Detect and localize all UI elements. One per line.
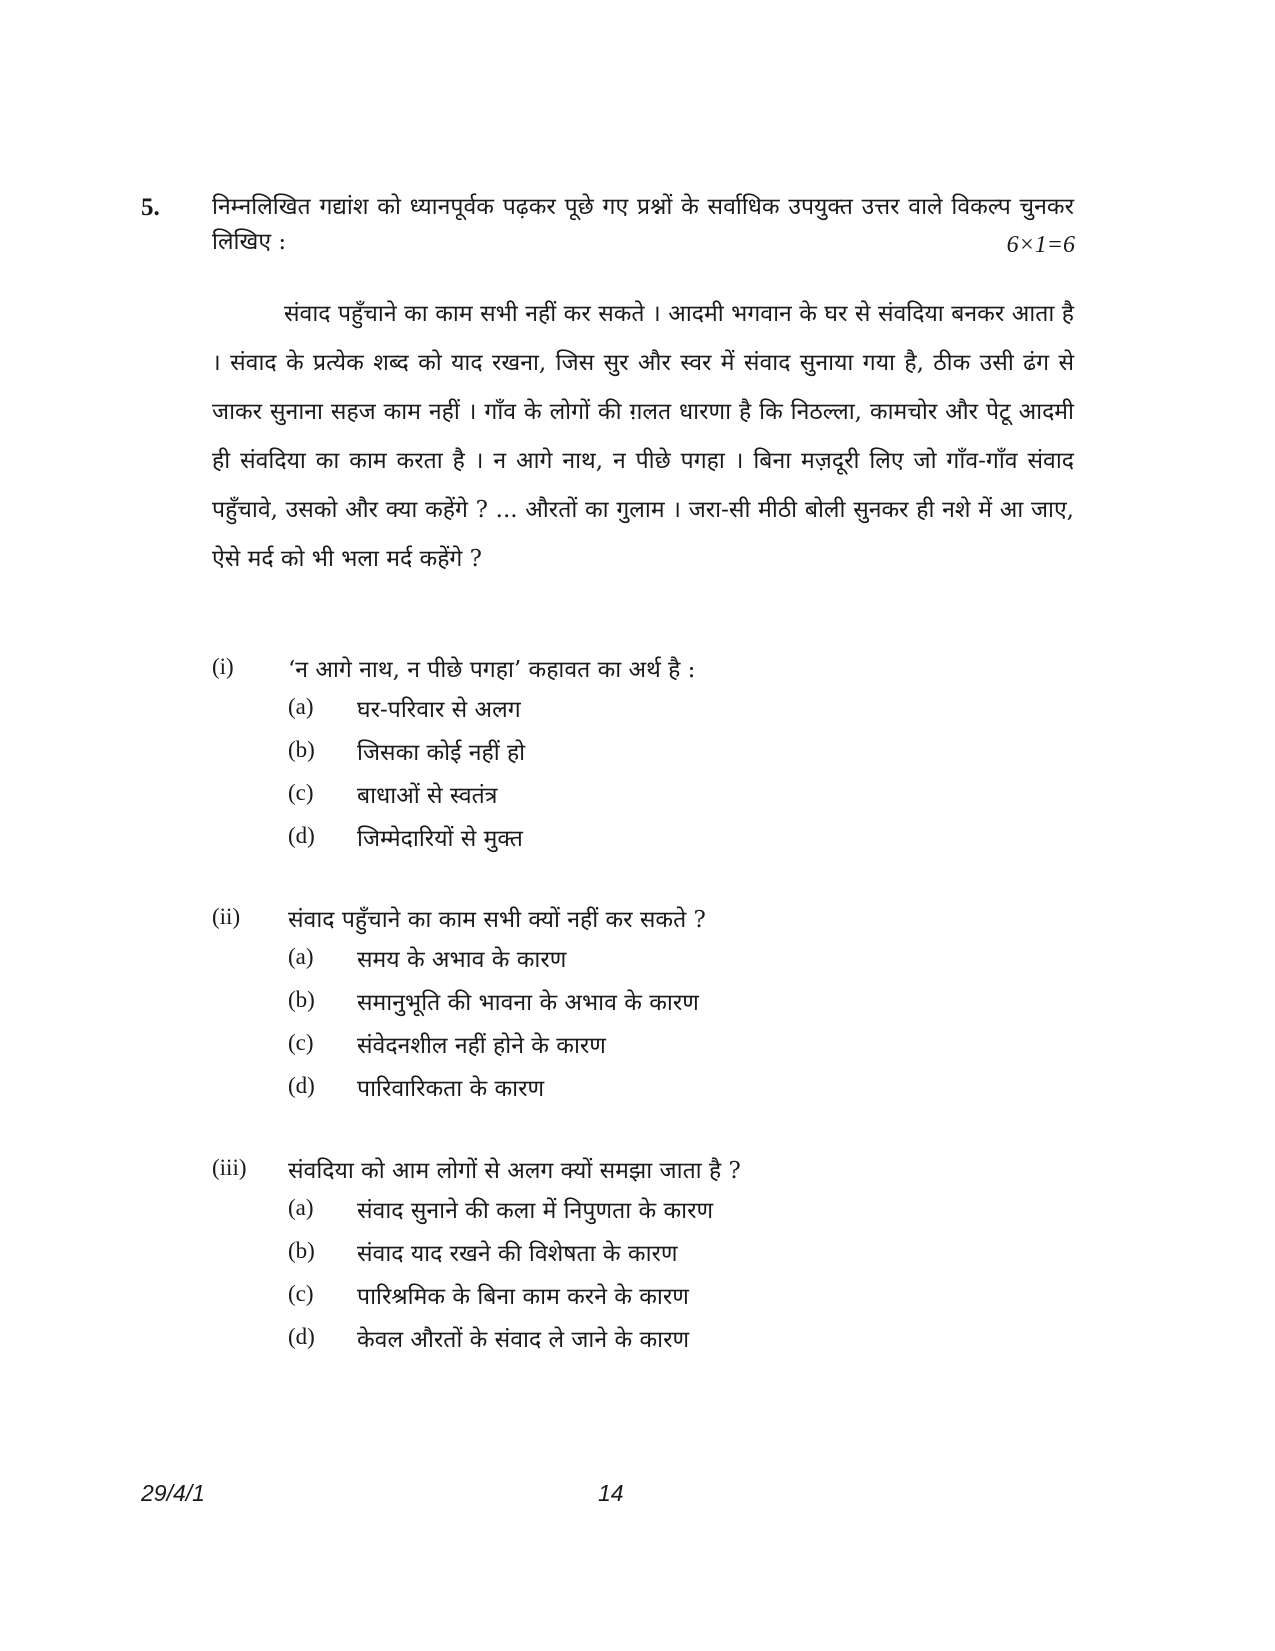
option-d — [212, 1071, 1072, 1114]
option-b — [212, 1236, 1072, 1279]
option-a — [212, 692, 1072, 735]
option-text: घर-परिवार से अलग — [357, 697, 521, 723]
subquestion-number: (ii) — [212, 904, 241, 929]
option-c — [212, 1279, 1072, 1322]
option-label: (d) — [288, 823, 315, 848]
option-label: (c) — [288, 1030, 314, 1055]
option-label: (a) — [288, 944, 314, 969]
subquestion-text: संवदिया को आम लोगों से अलग क्यों समझा जाता है ? — [288, 1158, 741, 1184]
option-a — [212, 1193, 1072, 1236]
option-text: पारिवारिकता के कारण — [357, 1076, 545, 1102]
question-instruction: निम्नलिखित गद्यांश को ध्यानपूर्वक पढ़कर पूछे गए प्रश्नों के सर्वाधिक उपयुक्त उत्तर वाले विकल्प चुनकर लिखिए : — [212, 194, 1074, 255]
paper-code: 29/4/1 — [141, 1480, 205, 1506]
option-text: समानुभूति की भावना के अभाव के कारण — [357, 990, 699, 1016]
option-label: (b) — [288, 737, 315, 762]
option-text: जिम्मेदारियों से मुक्त — [357, 826, 523, 852]
option-b — [212, 735, 1072, 778]
page-number: 14 — [598, 1480, 624, 1506]
passage-text: संवाद पहुँचाने का काम सभी नहीं कर सकते । आदमी भगवान के घर से संवदिया बनकर आता है । संवाद के प्रत्येक शब्द को याद रखना, जिस सुर और स्वर में संवाद सुनाया गया है, ठीक उसी ढंग से जाकर सुनाना सहज काम नहीं । गाँव के लोगों की ग़लत धारणा है कि निठल्ला, कामचोर और पेटू आदमी ही संवदिया का काम करता है । न आगे नाथ, न पीछे पगहा । बिना मज़दूरी लिए जो गाँव-गाँव संवाद पहुँचावे, उसको और क्या कहेंगे ? ... औरतों का गुलाम । जरा-सी मीठी बोली सुनकर ही नशे में आ जाए, ऐसे मर्द को भी भला मर्द कहेंगे ? — [212, 301, 1074, 572]
option-text: संवेदनशील नहीं होने के कारण — [357, 1033, 606, 1059]
option-c — [212, 778, 1072, 821]
option-label: (b) — [288, 987, 315, 1012]
option-c — [212, 1028, 1072, 1071]
option-text: पारिश्रमिक के बिना काम करने के कारण — [357, 1284, 689, 1310]
subquestion-number: (iii) — [212, 1155, 247, 1180]
option-text: केवल औरतों के संवाद ले जाने के कारण — [357, 1327, 690, 1353]
marks-label: 6×1=6 — [1006, 232, 1075, 258]
option-text: जिसका कोई नहीं हो — [357, 740, 526, 766]
option-label: (c) — [288, 1281, 314, 1306]
option-d — [212, 821, 1072, 864]
option-label: (b) — [288, 1238, 315, 1263]
subquestion-2 — [212, 902, 1072, 1114]
option-label: (a) — [288, 1195, 314, 1220]
option-text: संवाद याद रखने की विशेषता के कारण — [357, 1241, 678, 1267]
option-label: (d) — [288, 1324, 315, 1349]
option-label: (d) — [288, 1073, 315, 1098]
option-text: समय के अभाव के कारण — [357, 947, 567, 973]
option-d — [212, 1322, 1072, 1365]
option-label: (a) — [288, 694, 314, 719]
subquestion-text: संवाद पहुँचाने का काम सभी क्यों नहीं कर सकते ? — [288, 907, 706, 933]
subquestion-text: ‘न आगे नाथ, न पीछे पगहा’ कहावत का अर्थ है : — [288, 657, 696, 683]
subquestion-number: (i) — [212, 654, 234, 679]
option-a — [212, 942, 1072, 985]
option-label: (c) — [288, 780, 314, 805]
option-b — [212, 985, 1072, 1028]
subquestion-3 — [212, 1153, 1072, 1365]
question-number: 5. — [141, 194, 160, 221]
subquestion-1 — [212, 652, 1072, 864]
option-text: बाधाओं से स्वतंत्र — [357, 783, 498, 809]
option-text: संवाद सुनाने की कला में निपुणता के कारण — [357, 1198, 714, 1224]
